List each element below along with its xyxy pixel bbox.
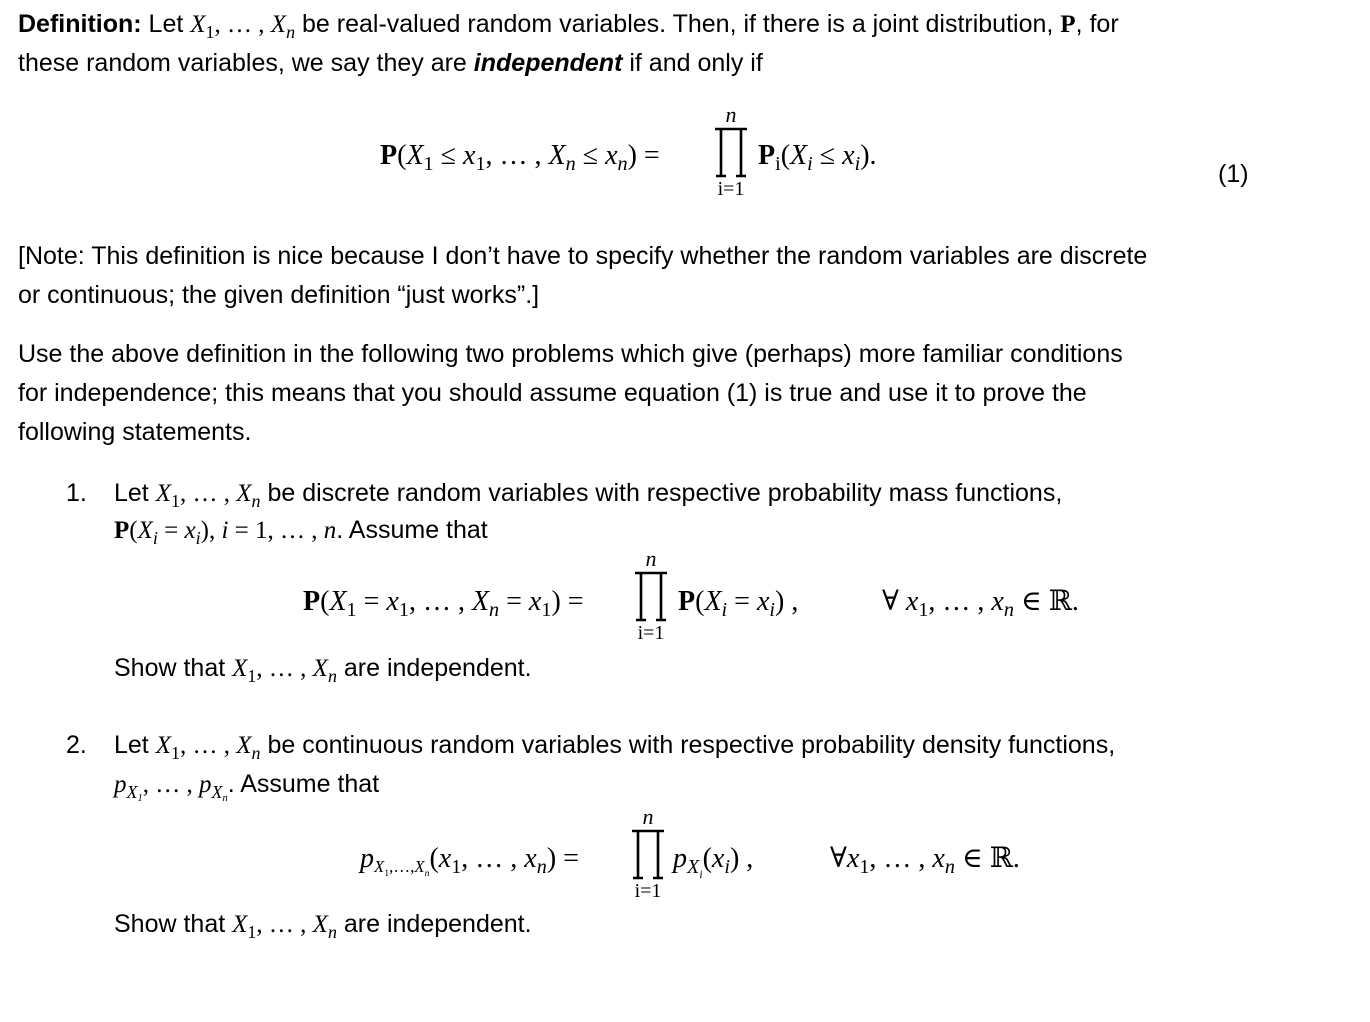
product-symbol-icon [628,828,668,880]
problem-2-product: n i=1 [618,806,678,902]
product-symbol-icon [631,570,671,622]
definition-label: Definition: [18,10,142,38]
problem-1-line-1: Let $X_1$, … , $X_n$ be discrete random variables with respective probability mass functions, [114,479,1063,511]
problem-1-equation-rhs: $P(X_i = x_i)$ , [678,586,799,622]
problem-1-equation-condition: ∀ $x_1$, … , $x_n$ ∈ ℝ. [882,586,1079,622]
problem-1-equation-lhs: $P(X_1 = x_1$, … , $X_n = x_1$) = [303,586,584,622]
problem-2-equation-rhs: $p_{X_i}(x_i)$ , [673,843,754,881]
equation-1-number: (1) [1218,160,1249,188]
problem-1-line-2: $P(X_i = x_i)$, i = 1, … , n. Assume that [114,516,488,548]
note-line-1: [Note: This definition is nice because I don’t have to specify whether the random variables are discrete [18,242,1148,270]
problem-1-show: Show that $X_1$, … , $X_n$ are independent. [114,654,532,686]
equation-1-rhs: $P_i(X_i \le x_i)$. [758,140,877,176]
problem-2-line-2: $p_{X_1}$, … , $p_{X_n}$. Assume that [114,770,380,805]
problem-2-show: Show that $X_1$, … , $X_n$ are independent. [114,910,532,942]
problem-1-product: n i=1 [621,548,681,644]
intro-line-3: following statements. [18,418,252,446]
problem-2-number: 2. [66,731,87,759]
emphasis-independent: independent [473,49,623,77]
equation-1-product: n i=1 [701,104,761,200]
definition-line-1: Definition: Let $X_1$, … , $X_n$ be real-valued random variables. Then, if there is a joint distribution, P, for [18,10,1119,42]
intro-line-1: Use the above definition in the following two problems which give (perhaps) more familiar conditions [18,340,1123,368]
problem-1-number: 1. [66,479,87,507]
equation-1-lhs: $P(X_1 \le x_1$, … , $X_n \le x_n$) = [380,140,660,176]
intro-line-2: for independence; this means that you should assume equation (1) is true and use it to prove the [18,379,1087,407]
problem-2-equation-lhs: $pX_1,\dots,X_n(x_1$, … , $x_n$) = [360,843,579,879]
problem-2-equation-condition: $\forall x_1$, … , $x_n$ ∈ ℝ. [830,843,1020,879]
definition-line-2: these random variables, we say they are independent if and only if [18,49,763,77]
product-symbol-icon [711,126,751,178]
problem-2-line-1: Let $X_1$, … , $X_n$ be continuous random variables with respective probability density functions, [114,731,1116,763]
note-line-2: or continuous; the given definition “just works”.] [18,281,540,309]
